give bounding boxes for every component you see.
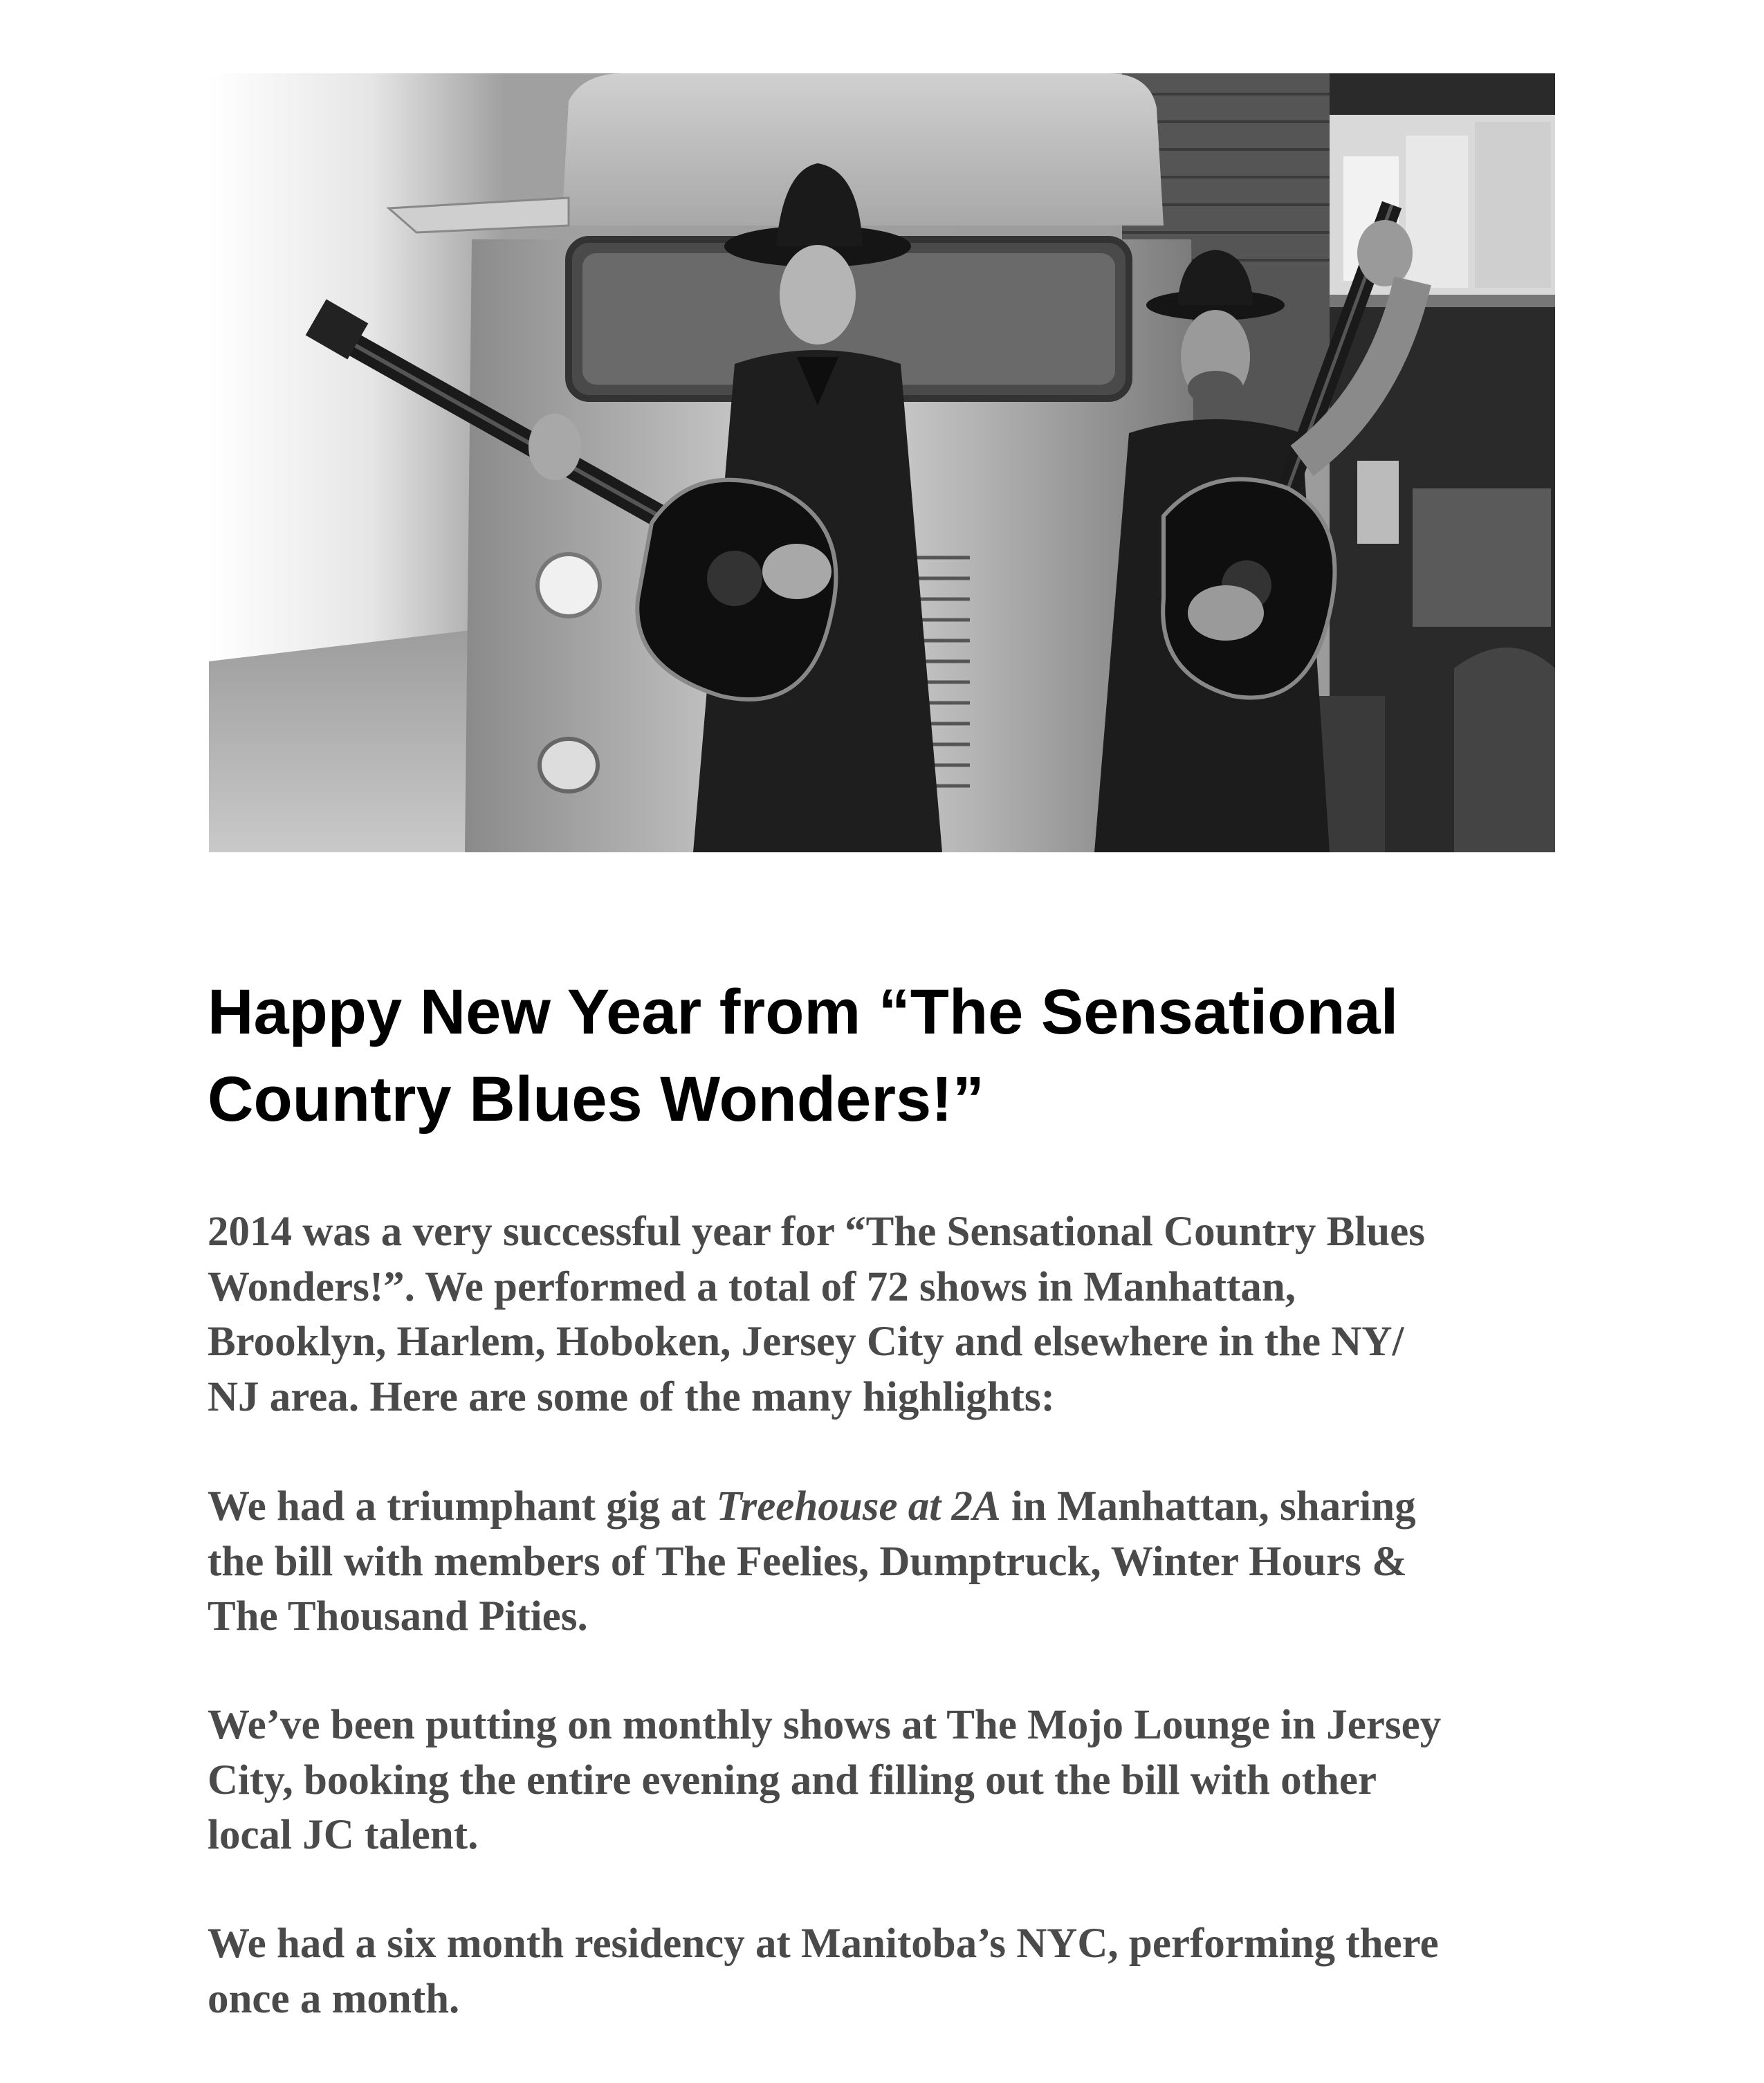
venue-name-treehouse: Treehouse at 2A	[716, 1483, 1001, 1530]
manitobas-paragraph	[208, 1916, 1591, 2026]
intro-line-1: 2014 was a very successful year for “The Sensational Country Blues	[208, 1209, 1425, 1255]
treehouse-line-1	[208, 1479, 1591, 1534]
treehouse-line-1-after: in Manhattan, sharing	[1000, 1483, 1416, 1530]
mojo-line-1: We’ve been putting on monthly shows at The Mojo Lounge in Jersey	[208, 1702, 1442, 1748]
band-photo	[209, 73, 1555, 852]
treehouse-paragraph	[208, 1479, 1591, 1644]
mojo-lounge-paragraph	[208, 1698, 1591, 1863]
page-title	[208, 969, 1577, 1143]
mojo-line-3: local JC talent.	[208, 1812, 479, 1858]
treehouse-line-2: the bill with members of The Feelies, Dumptruck, Winter Hours &	[208, 1538, 1407, 1585]
page-title-line-1: Happy New Year from “The Sensational	[208, 977, 1399, 1047]
manitobas-line-2: once a month.	[208, 1975, 460, 2022]
treehouse-line-1-before: We had a triumphant gig at	[208, 1483, 717, 1530]
page-title-line-2: Country Blues Wonders!”	[208, 1064, 984, 1135]
intro-line-3: Brooklyn, Harlem, Hoboken, Jersey City and elsewhere in the NY/	[208, 1319, 1404, 1365]
intro-paragraph	[208, 1204, 1591, 1424]
band-photo-illustration	[209, 73, 1555, 852]
manitobas-line-1: We had a six month residency at Manitoba’s NYC, performing there	[208, 1920, 1439, 1967]
mojo-line-2: City, booking the entire evening and filling out the bill with other	[208, 1756, 1377, 1804]
treehouse-line-3: The Thousand Pities.	[208, 1593, 588, 1640]
intro-line-2: Wonders!”. We performed a total of 72 shows in Manhattan,	[208, 1263, 1296, 1310]
intro-line-4: NJ area. Here are some of the many highlights:	[208, 1373, 1055, 1420]
